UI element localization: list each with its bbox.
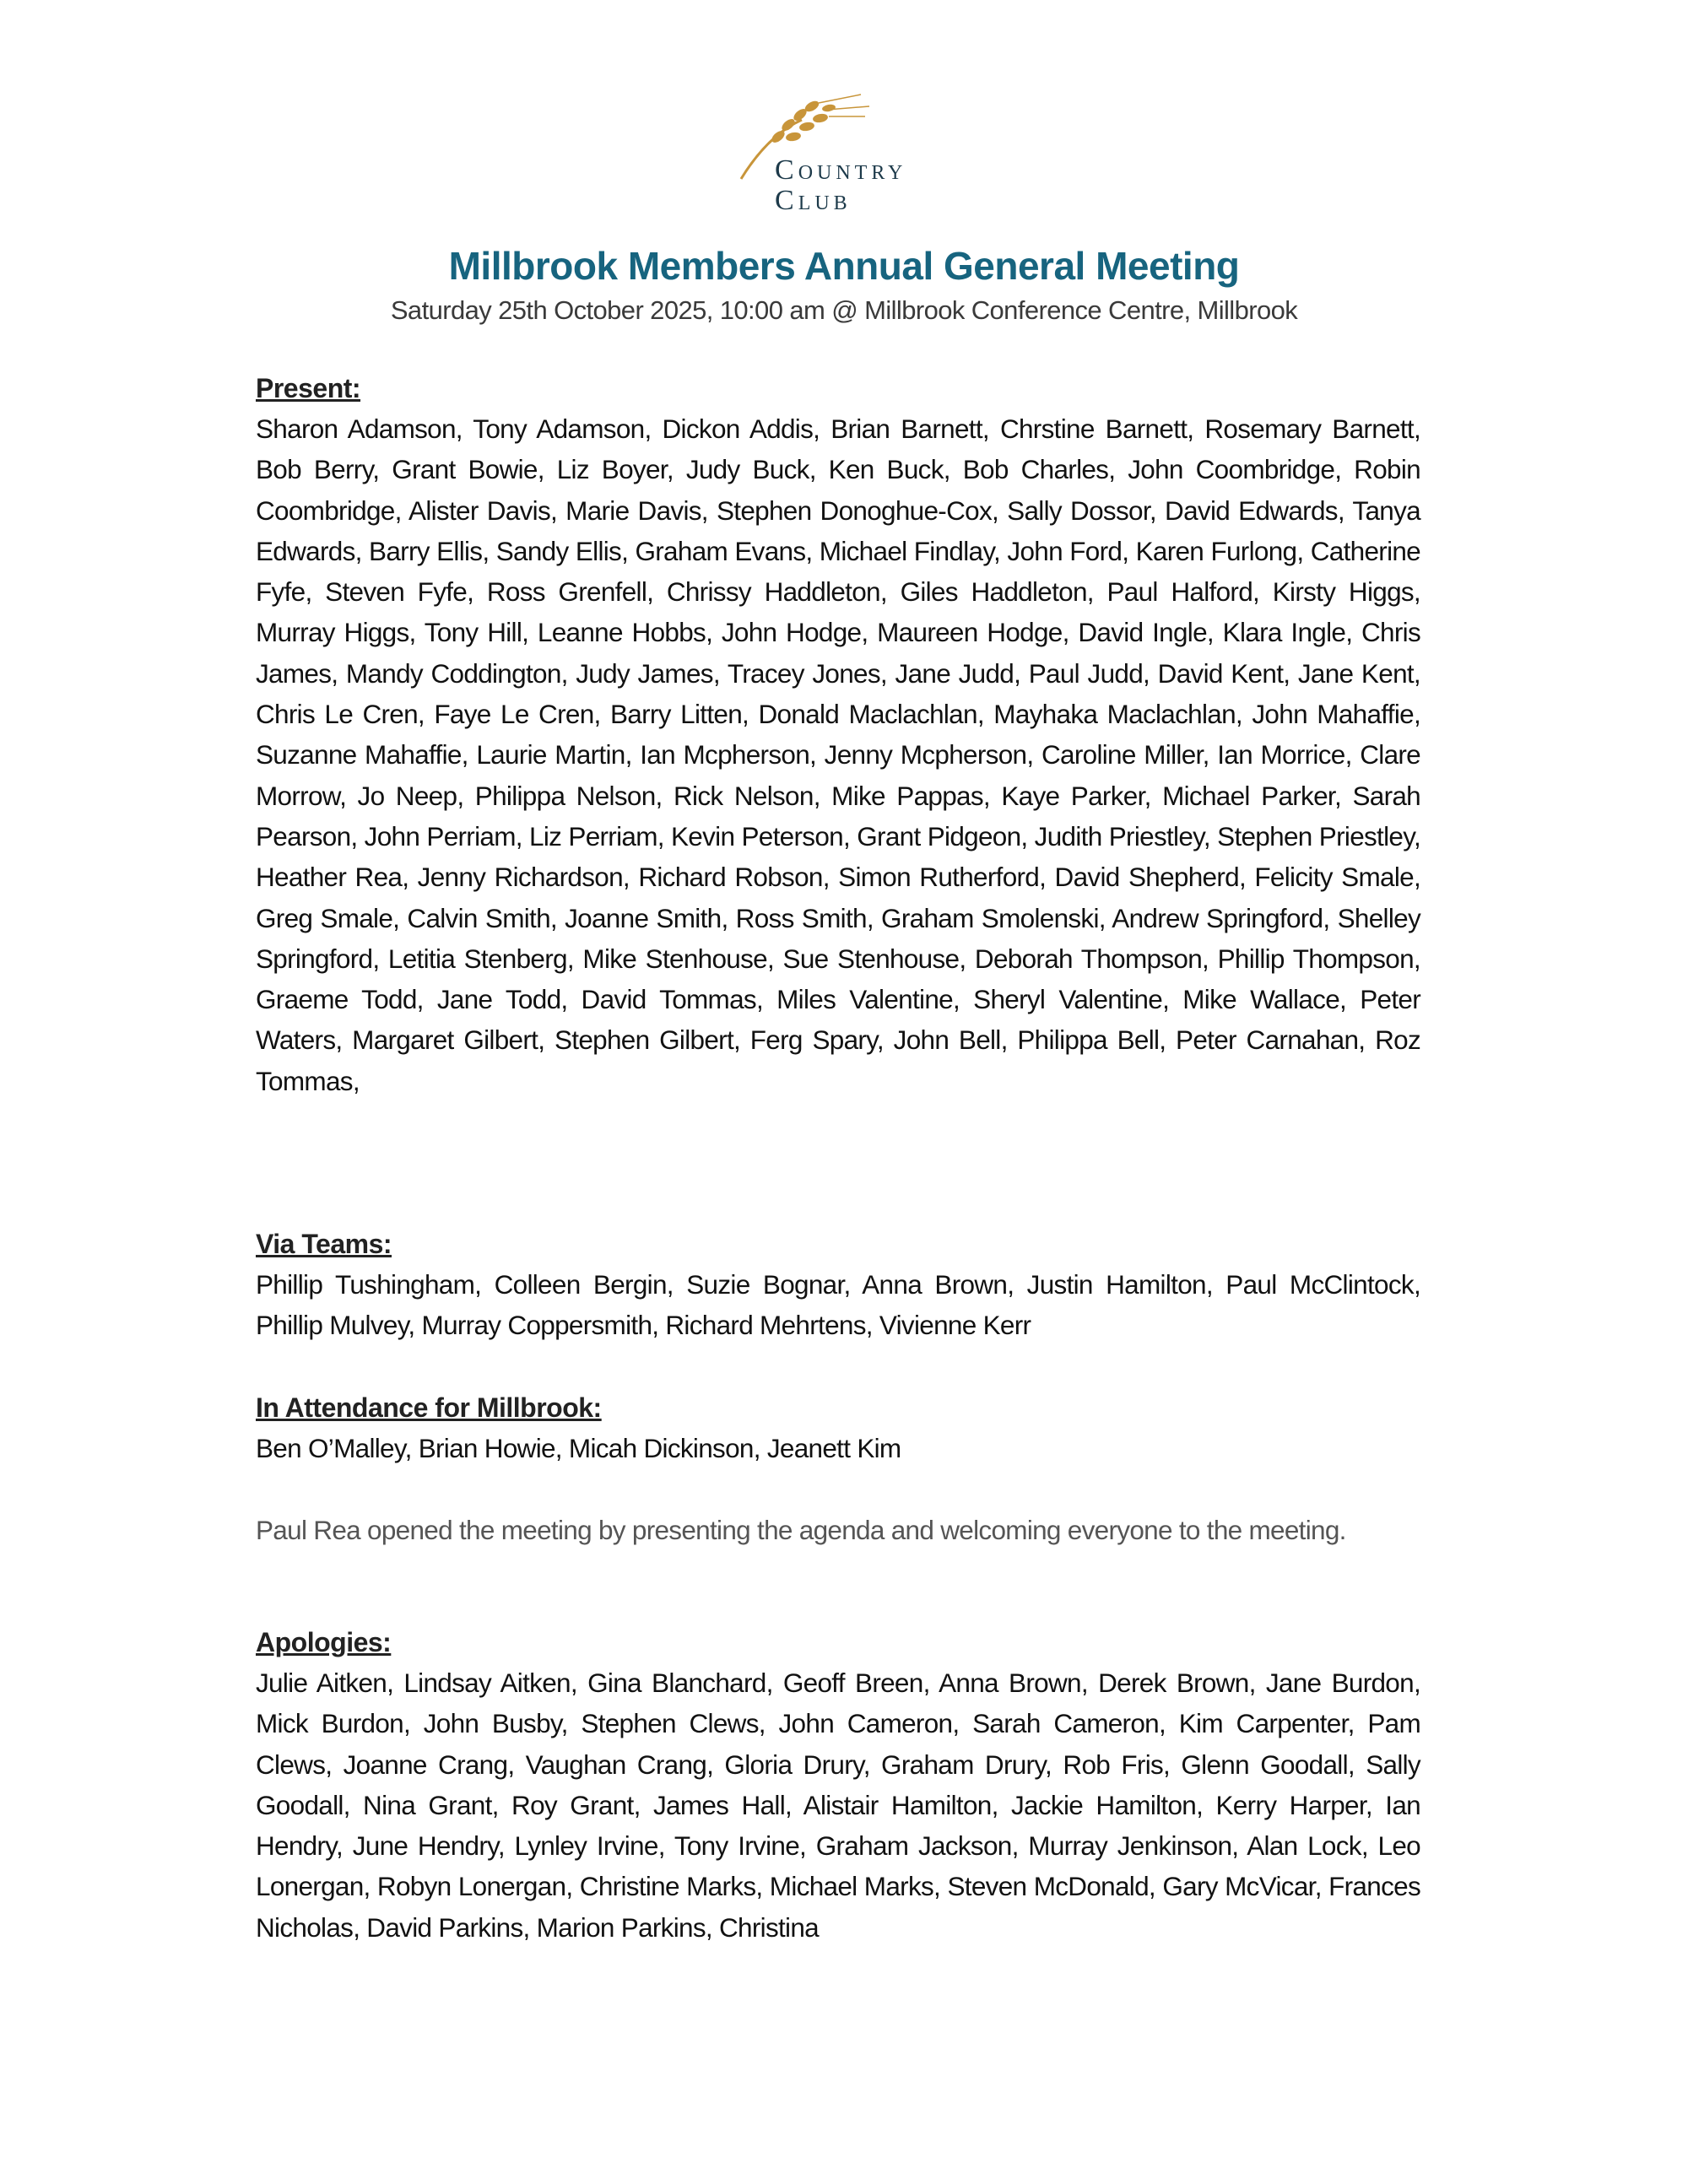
wheat-icon <box>734 84 954 219</box>
via-teams-list: Phillip Tushingham, Colleen Bergin, Suzie Bognar, Anna Brown, Justin Hamilton, Paul McClintock, Phillip Mulvey, Murray Coppersmith, Richard Mehrtens, Vivienne Kerr <box>256 1269 1420 1341</box>
apologies-heading: Apologies: <box>256 1627 392 1657</box>
page-title: Millbrook Members Annual General Meeting <box>448 244 1240 288</box>
present-heading: Present: <box>256 373 361 403</box>
apologies-list: Julie Aitken, Lindsay Aitken, Gina Blanchard, Geoff Breen, Anna Brown, Derek Brown, Jane Burdon, Mick Burdon, John Busby, Stephen Clews, John Cameron, Sarah Cameron, Kim Carpenter, Pam Clews, Joanne Crang, Vaughan Crang, Gloria Drury, Graham Drury, Rob Fris, Glenn Goodall, Sally Goodall, Nina Grant, Roy Grant, James Hall, Alistair Hamilton, Jackie Hamilton, Kerry Harper, Ian Hendry, June Hendry, Lynley Irvine, Tony Irvine, Graham Jackson, Murray Jenkinson, Alan Lock, Leo Lonergan, Robyn Lonergan, Christine Marks, Michael Marks, Steven McDonald, Gary McVicar, Frances Nicholas, David Parkins, Marion Parkins, Christina <box>256 1668 1420 1943</box>
attendance-heading: In Attendance for Millbrook: <box>256 1392 602 1423</box>
opening-section <box>256 1511 1387 1549</box>
apologies-section <box>256 1622 1420 1948</box>
via-teams-heading: Via Teams: <box>256 1229 392 1259</box>
country-club-logo <box>734 84 954 219</box>
attendance-section <box>256 1387 1420 1468</box>
via-teams-section <box>256 1224 1420 1346</box>
present-section <box>256 368 1420 1101</box>
attendance-list: Ben O’Malley, Brian Howie, Micah Dickinson, Jeanett Kim <box>256 1433 901 1463</box>
meeting-details: Saturday 25th October 2025, 10:00 am @ Millbrook Conference Centre, Millbrook <box>390 295 1298 325</box>
logo-text-line2: CLUB <box>775 185 852 216</box>
opening-paragraph: Paul Rea opened the meeting by presenting the agenda and welcoming everyone to the meeting. <box>256 1515 1346 1545</box>
present-list: Sharon Adamson, Tony Adamson, Dickon Addis, Brian Barnett, Chrstine Barnett, Rosemary Barnett, Bob Berry, Grant Bowie, Liz Boyer, Judy Buck, Ken Buck, Bob Charles, John Coombridge, Robin Coombridge, Alister Davis, Marie Davis, Stephen Donoghue-Cox, Sally Dossor, David Edwards, Tanya Edwards, Barry Ellis, Sandy Ellis, Graham Evans, Michael Findlay, John Ford, Karen Furlong, Catherine Fyfe, Steven Fyfe, Ross Grenfell, Chrissy Haddleton, Giles Haddleton, Paul Halford, Kirsty Higgs, Murray Higgs, Tony Hill, Leanne Hobbs, John Hodge, Maureen Hodge, David Ingle, Klara Ingle, Chris James, Mandy Coddington, Judy James, Tracey Jones, Jane Judd, Paul Judd, David Kent, Jane Kent, Chris Le Cren, Faye Le Cren, Barry Litten, Donald Maclachlan, Mayhaka Maclachlan, John Mahaffie, Suzanne Mahaffie, Laurie Martin, Ian Mcpherson, Jenny Mcpherson, Caroline Miller, Ian Morrice, Clare Morrow, Jo Neep, Philippa Nelson, Rick Nelson, Mike Pappas, Kaye Parker, Michael Parker, Sarah Pearson, John Perriam, Liz Perriam, Kevin Peterson, Grant Pidgeon, Judith Priestley, Stephen Priestley, Heather Rea, Jenny Richardson, Richard Robson, Simon Rutherford, David Shepherd, Felicity Smale, Greg Smale, Calvin Smith, Joanne Smith, Ross Smith, Graham Smolenski, Andrew Springford, Shelley Springford, Letitia Stenberg, Mike Stenhouse, Sue Stenhouse, Deborah Thompson, Phillip Thompson, Graeme Todd, Jane Todd, David Tommas, Miles Valentine, Sheryl Valentine, Mike Wallace, Peter Waters, Margaret Gilbert, Stephen Gilbert, Ferg Spary, John Bell, Philippa Bell, Peter Carnahan, Roz Tommas, <box>256 414 1420 1096</box>
logo-text-line1: COUNTRY <box>775 154 907 186</box>
